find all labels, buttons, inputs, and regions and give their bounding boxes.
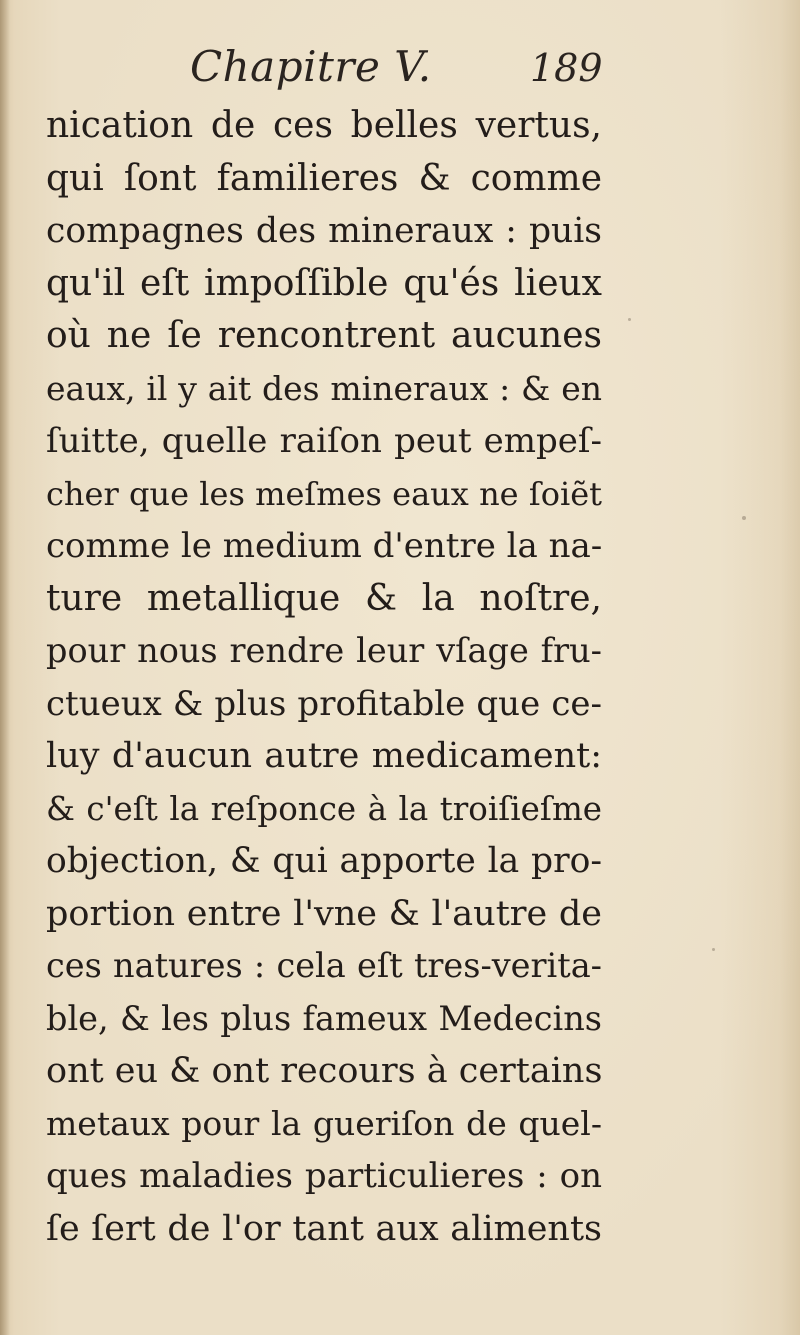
text-line: ques maladies particulieres : on [46, 1156, 602, 1196]
text-line: & c'eſt la reſponce à la troiſieſme [46, 789, 602, 828]
paper-speck [628, 318, 631, 321]
text-line: objection, & qui apporte la pro- [46, 841, 602, 881]
text-line: pour nous rendre leur vſage fru- [46, 631, 602, 670]
text-line: ture metallique & la noſtre, [46, 577, 602, 619]
text-line: qu'il eſt impoſſible qu'és lieux [46, 262, 602, 304]
body-text [46, 100, 602, 1255]
text-line: comme le medium d'entre la na- [46, 526, 603, 566]
text-line: cher que les meſmes eaux ne ſoiẽt [46, 474, 602, 513]
text-line: ctueux & plus profitable que ce- [46, 683, 602, 724]
text-line: qui ſont familieres & comme [46, 157, 602, 199]
paper-speck [712, 948, 715, 951]
running-title: Chapitre V. [190, 42, 432, 91]
page-number: 189 [530, 46, 603, 90]
text-line: portion entre l'vne & l'autre de [46, 893, 602, 934]
gutter-shadow [0, 0, 10, 1335]
text-line: ble, & les plus fameux Medecins [46, 998, 602, 1038]
text-line: ont eu & ont recours à certains [46, 1051, 603, 1091]
text-line: ces natures : cela eſt tres-verita- [46, 946, 602, 985]
page-header [0, 40, 800, 100]
text-line: metaux pour la gueriſon de quel- [46, 1103, 602, 1143]
text-line: ſuitte, quelle raiſon peut empeſ- [46, 421, 602, 461]
text-line: eaux, il y ait des mineraux : & en [46, 368, 602, 408]
text-line: compagnes des mineraux : puis [46, 211, 602, 251]
text-line: où ne ſe rencontrent aucunes [46, 315, 602, 356]
text-line: luy d'aucun autre medicament: [46, 736, 602, 776]
paper-speck [742, 516, 746, 520]
text-line: ſe ſert de l'or tant aux aliments [46, 1208, 602, 1249]
text-line: nication de ces belles vertus, [46, 105, 602, 146]
